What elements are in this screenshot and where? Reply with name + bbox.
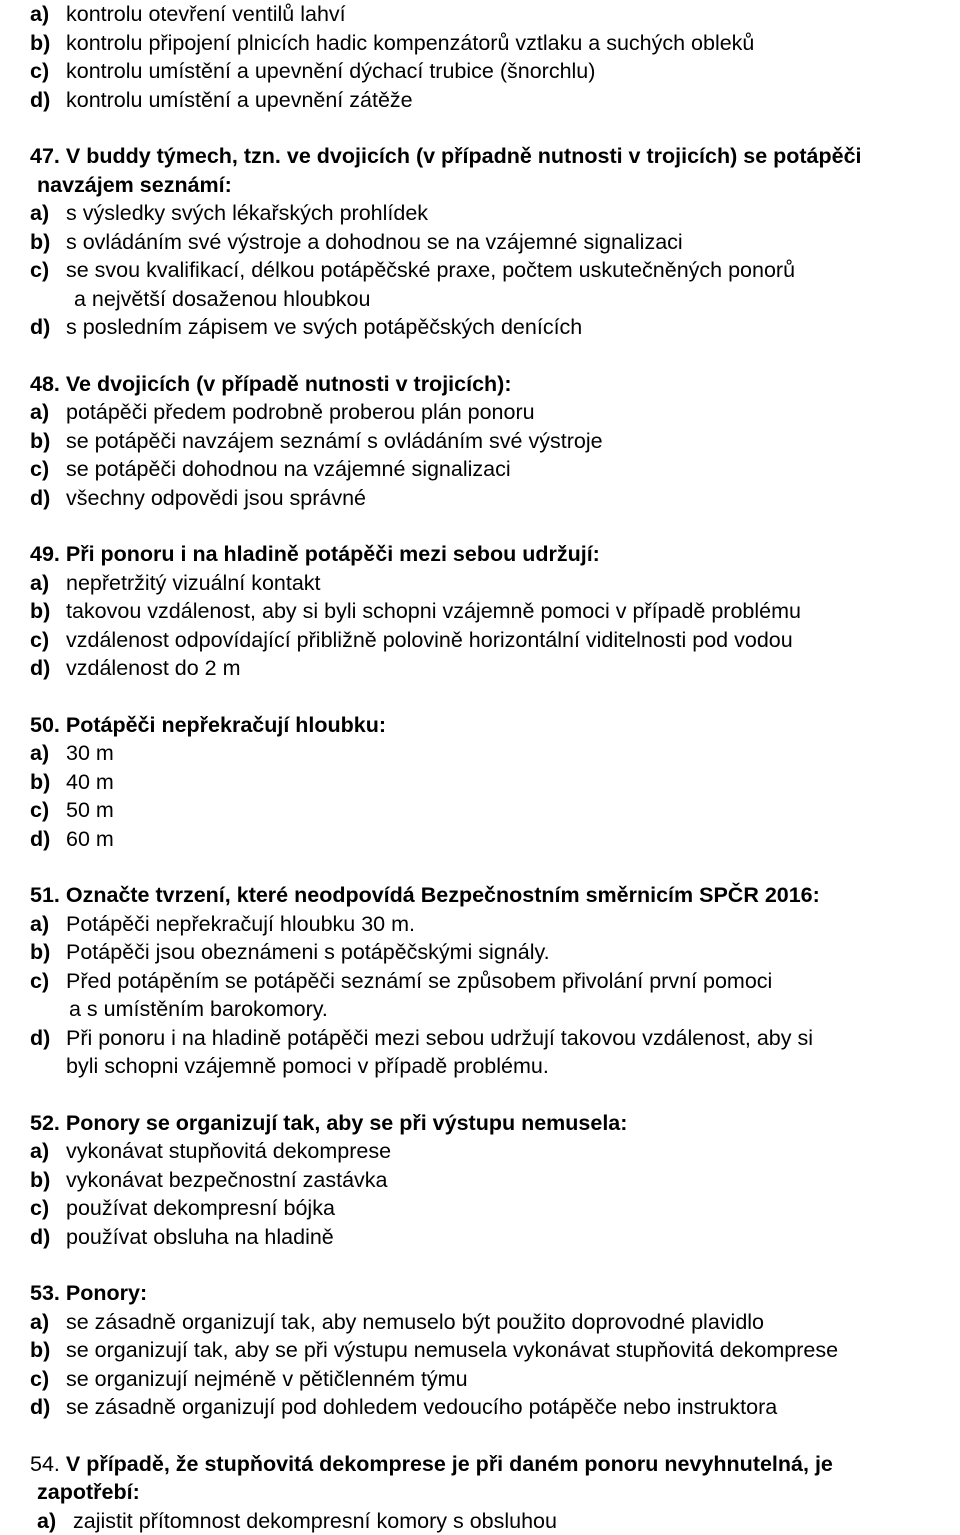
option-text: všechny odpovědi jsou správné [66,486,366,510]
question-title [9,540,957,569]
option-letter: c) [30,626,49,655]
question-text-part2 [9,1478,957,1507]
option-letter: c) [30,1365,49,1394]
question-text-continuation: navzájem seznámí: [37,173,232,197]
question-number: 49. [30,542,60,566]
option-c [9,57,957,86]
question-50 [9,711,957,854]
option-c [9,967,957,1024]
option-letter: c) [30,256,49,285]
option-letter: b) [30,938,50,967]
option-c [9,455,957,484]
option-a [9,398,957,427]
option-letter: a) [30,1137,49,1166]
option-letter: a) [30,0,49,29]
question-52 [9,1109,957,1252]
option-c [9,626,957,655]
option-text: 40 m [66,770,114,794]
option-b [9,597,957,626]
question-number: 53. [30,1281,60,1305]
option-text: 30 m [66,741,114,765]
option-text: potápěči předem podrobně proberou plán ponoru [66,400,535,424]
option-letter: d) [30,825,50,854]
option-letter: d) [30,654,50,683]
question-48 [9,370,957,513]
question-text: Ponory se organizují tak, aby se při výstupu nemusela: [66,1111,628,1135]
option-d [9,1223,957,1252]
question-title [9,881,957,910]
question-text-part1: V případě, že stupňovitá dekomprese je při daném ponoru nevyhnutelná, je [66,1452,833,1476]
option-text: kontrolu umístění a upevnění zátěže [66,88,413,112]
option-text: takovou vzdálenost, aby si byli schopni vzájemně pomoci v případě problému [66,599,801,623]
option-letter: b) [30,427,50,456]
option-letter: c) [30,455,49,484]
question-number: 50. [30,713,60,737]
question-text: Ve dvojicích (v případě nutnosti v trojicích): [66,372,512,396]
option-text: se organizují nejméně v pětičlenném týmu [66,1367,468,1391]
question-number: 47. [30,144,60,168]
option-text: 60 m [66,827,114,851]
option-text: Potápěči jsou obeznámeni s potápěčskými signály. [66,940,550,964]
option-letter: c) [30,796,49,825]
option-a [9,1308,957,1337]
question-number: 48. [30,372,60,396]
option-a [9,0,957,29]
option-d [9,825,957,854]
option-letter: b) [30,768,50,797]
option-letter: a) [30,910,49,939]
option-text: se organizují tak, aby se při výstupu nemusela vykonávat stupňovitá dekomprese [66,1338,838,1362]
option-b [9,1336,957,1365]
option-d [9,484,957,513]
question-text: Při ponoru i na hladině potápěči mezi sebou udržují: [66,542,600,566]
option-d [9,313,957,342]
question-54 [9,1450,957,1535]
option-text-continuation: a s umístěním barokomory. [66,995,957,1024]
question-text: Potápěči nepřekračují hloubku: [66,713,386,737]
question-text-part2: ve dvojicích (v případně nutnosti v trojicích) se potápěči [287,144,862,168]
option-letter: b) [30,29,50,58]
option-b [9,228,957,257]
question-53 [9,1279,957,1422]
option-text: 50 m [66,798,114,822]
option-letter: b) [30,597,50,626]
option-text: s výsledky svých lékařských prohlídek [66,201,428,225]
option-a [9,910,957,939]
option-d [9,86,957,115]
question-47 [9,142,957,342]
question-title [9,370,957,399]
option-text: se zásadně organizují pod dohledem vedoucího potápěče nebo instruktora [66,1395,777,1419]
option-text: kontrolu připojení plnicích hadic kompenzátorů vztlaku a suchých obleků [66,31,754,55]
option-text-continuation: a největší dosaženou hloubkou [66,285,957,314]
question-text-part1: V buddy týmech, tzn. [66,144,281,168]
option-b [9,427,957,456]
option-b [9,938,957,967]
option-text: se potápěči navzájem seznámí s ovládáním své výstroje [66,429,603,453]
option-letter: b) [30,1336,50,1365]
option-text: s ovládáním své výstroje a dohodnou se na vzájemné signalizaci [66,230,683,254]
option-text: vzdálenost odpovídající přibližně polovině horizontální viditelnosti pod vodou [66,628,793,652]
question-51 [9,881,957,1081]
document-page [9,0,957,1535]
option-letter: a) [30,1308,49,1337]
option-letter: c) [30,967,49,996]
option-text: vzdálenost do 2 m [66,656,241,680]
option-letter: a) [37,1507,56,1535]
option-text: Potápěči nepřekračují hloubku 30 m. [66,912,415,936]
option-text: zajistit přítomnost dekompresní komory s obsluhou [66,1509,557,1533]
option-letter: d) [30,1223,50,1252]
option-letter: b) [30,1166,50,1195]
option-c [9,1194,957,1223]
option-text: kontrolu umístění a upevnění dýchací trubice (šnorchlu) [66,59,595,83]
question-46-options [9,0,957,114]
question-title [9,1109,957,1138]
question-49 [9,540,957,683]
option-text: s posledním zápisem ve svých potápěčských denících [66,315,582,339]
option-letter: c) [30,1194,49,1223]
question-text: Označte tvrzení, které neodpovídá Bezpečnostním směrnicím SPČR 2016: [66,883,820,907]
question-title [9,1450,957,1507]
question-text-continuation: zapotřebí: [37,1480,140,1504]
option-c [9,1365,957,1394]
question-title [9,711,957,740]
option-letter: d) [30,1024,50,1053]
option-letter: d) [30,313,50,342]
option-text: se svou kvalifikací, délkou potápěčské praxe, počtem uskutečněných ponorů [66,258,795,282]
option-d [9,654,957,683]
option-d [9,1024,957,1081]
question-title [9,1279,957,1308]
option-c [9,796,957,825]
option-a [9,199,957,228]
option-text: Před potápěním se potápěči seznámí se způsobem přivolání první pomoci [66,969,772,993]
option-text: používat dekompresní bójka [66,1196,335,1220]
option-letter: b) [30,228,50,257]
option-letter: d) [30,1393,50,1422]
option-b [9,29,957,58]
option-text: se zásadně organizují tak, aby nemuselo být použito doprovodné plavidlo [66,1310,764,1334]
option-text: Při ponoru i na hladině potápěči mezi sebou udržují takovou vzdálenost, aby si [66,1026,813,1050]
option-text-continuation: byli schopni vzájemně pomoci v případě problému. [66,1052,957,1081]
option-text: vykonávat bezpečnostní zastávka [66,1168,388,1192]
option-a [9,1507,957,1535]
option-letter: a) [30,739,49,768]
option-text: vykonávat stupňovitá dekomprese [66,1139,391,1163]
option-letter: d) [30,484,50,513]
option-letter: a) [30,398,49,427]
question-text-part3 [9,171,957,200]
option-text: používat obsluha na hladině [66,1225,334,1249]
option-text: nepřetržitý vizuální kontakt [66,571,321,595]
question-number: 51. [30,883,60,907]
option-a [9,569,957,598]
option-letter: d) [30,86,50,115]
option-letter: a) [30,199,49,228]
option-text: kontrolu otevření ventilů lahví [66,2,346,26]
question-number: 52. [30,1111,60,1135]
option-letter: c) [30,57,49,86]
question-text: Ponory: [66,1281,147,1305]
question-number: 54. [30,1452,60,1476]
option-a [9,739,957,768]
option-b [9,768,957,797]
option-b [9,1166,957,1195]
question-title [9,142,957,199]
option-d [9,1393,957,1422]
option-c [9,256,957,313]
option-letter: a) [30,569,49,598]
option-text: se potápěči dohodnou na vzájemné signalizaci [66,457,511,481]
option-a [9,1137,957,1166]
